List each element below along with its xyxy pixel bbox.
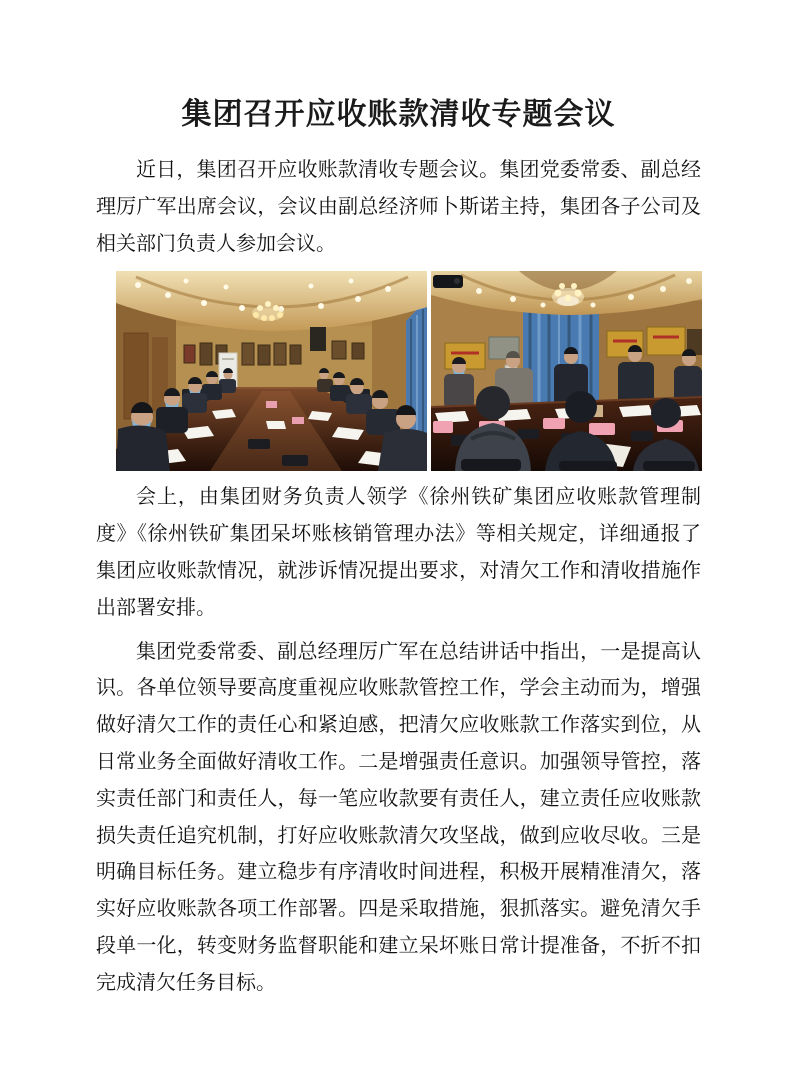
document-content [96, 0, 701, 1002]
meeting-room-long-table-photo [116, 271, 427, 471]
paragraph-intro: 近日，集团召开应收账款清收专题会议。集团党委常委、副总经理厉广军出席会议，会议由副总经济师卜斯诺主持，集团各子公司及相关部门负责人参加会议。 [96, 159, 701, 255]
paragraph-remarks: 集团党委常委、副总经理厉广军在总结讲话中指出，一是提高认识。各单位领导要高度重视应收账款管控工作，学会主动而为，增强做好清欠工作的责任心和紧迫感，把清欠应收账款工作落实到位，从日常业务全面做好清收工作。二是增强责任意识。加强领导管控，落实责任部门和责任人，每一笔应收款要有责任人，建立责任应收账款损失责任追究机制，打好应收账款清欠攻坚战，做到应收尽收。三是明确目标任务。建立稳步有序清收时间进程，积极开展精准清欠，落实好应收账款各项工作部署。四是采取措施，狠抓落实。避免清欠手段单一化，转变财务监督职能和建立呆坏账日常计提准备，不折不扣完成清欠任务目标。 [96, 640, 701, 994]
projector [433, 275, 463, 288]
page-title: 集团召开应收账款清收专题会议 [181, 98, 616, 131]
photo-row [116, 271, 701, 471]
name-card [292, 417, 304, 424]
wall-speaker [310, 327, 326, 351]
meeting-attendees-photo [431, 271, 702, 471]
paragraph-study: 会上，由集团财务负责人领学《徐州铁矿集团应收账款管理制度》《徐州铁矿集团呆坏账核销管理办法》等相关规定，详细通报了集团应收账款情况，就涉诉情况提出要求，对清欠工作和清收措施作出部署安排。 [96, 486, 701, 619]
name-card [266, 401, 277, 408]
